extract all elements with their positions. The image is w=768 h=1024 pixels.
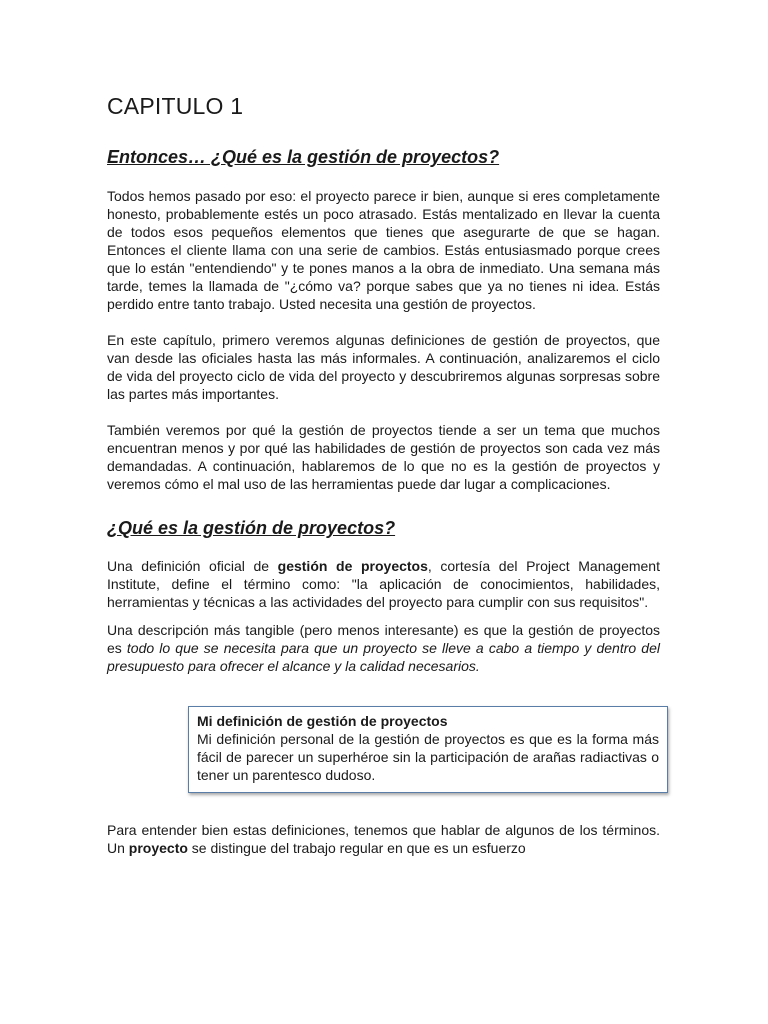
callout-box <box>188 706 668 793</box>
paragraph-definition-1 <box>107 557 660 611</box>
tangible-text-start: Una descripción más tangible (pero menos interesante) es que la gestión de proyectos es <box>107 622 660 656</box>
paragraph-terms <box>107 821 660 857</box>
document-page <box>107 92 660 857</box>
terms-text-end: se distingue del trabajo regular en que es un esfuerzo <box>187 840 526 856</box>
tangible-text-italic: todo lo que se necesita para que un proyecto se lleve a cabo a tiempo y dentro del presupuesto para ofrecer el alcance y la calidad necesarios. <box>107 640 660 674</box>
section-heading-definition: ¿Qué es la gestión de proyectos? <box>107 518 396 538</box>
section-heading-intro: Entonces… ¿Qué es la gestión de proyectos? <box>107 147 500 167</box>
definition-term-bold: gestión de proyectos <box>277 558 428 574</box>
definition-text-start: Una definición oficial de <box>107 558 278 574</box>
paragraph-intro-3: También veremos por qué la gestión de proyectos tiende a ser un tema que muchos encuentran menos y por qué las habilidades de gestión de proyectos son cada vez más demandadas. A continuación, hablaremos de lo que no es la gestión de proyectos y veremos cómo el mal uso de las herramientas puede dar lugar a complicaciones. <box>107 422 660 492</box>
callout-text: Mi definición personal de la gestión de proyectos es que es la forma más fácil de parecer un superhéroe sin la participación de arañas radiactivas o tener un parentesco dudoso. <box>197 731 659 783</box>
paragraph-definition-2 <box>107 621 660 675</box>
callout-title: Mi definición de gestión de proyectos <box>197 713 448 729</box>
terms-bold-project: proyecto <box>128 840 188 856</box>
definition-text-end: , cortesía del Project Management Institute, define el término como: "la aplicación de conocimientos, habilidades, herramientas y técnicas a las actividades del proyecto para cumplir con sus requisitos". <box>107 558 660 610</box>
paragraph-intro-2: En este capítulo, primero veremos algunas definiciones de gestión de proyectos, que van desde las oficiales hasta las más informales. A continuación, analizaremos el ciclo de vida del proyecto ciclo de vida del proyecto y descubriremos algunas sorpresas sobre las partes más importantes. <box>107 332 660 402</box>
chapter-title: CAPITULO 1 <box>107 93 244 119</box>
paragraph-intro-1: Todos hemos pasado por eso: el proyecto parece ir bien, aunque si eres completamente honesto, probablemente estés un poco atrasado. Estás mentalizado en llevar la cuenta de todos esos pequeños elementos que tienes que asegurarte de que se hagan. Entonces el cliente llama con una serie de cambios. Estás entusiasmado porque crees que lo están "entendiendo" y te pones manos a la obra de inmediato. Una semana más tarde, temes la llamada de "¿cómo va? porque sabes que ya no tienes ni idea. Estás perdido entre tanto trabajo. Usted necesita una gestión de proyectos. <box>107 188 660 312</box>
terms-text-start: Para entender bien estas definiciones, tenemos que hablar de algunos de los términos. Un <box>107 822 660 856</box>
